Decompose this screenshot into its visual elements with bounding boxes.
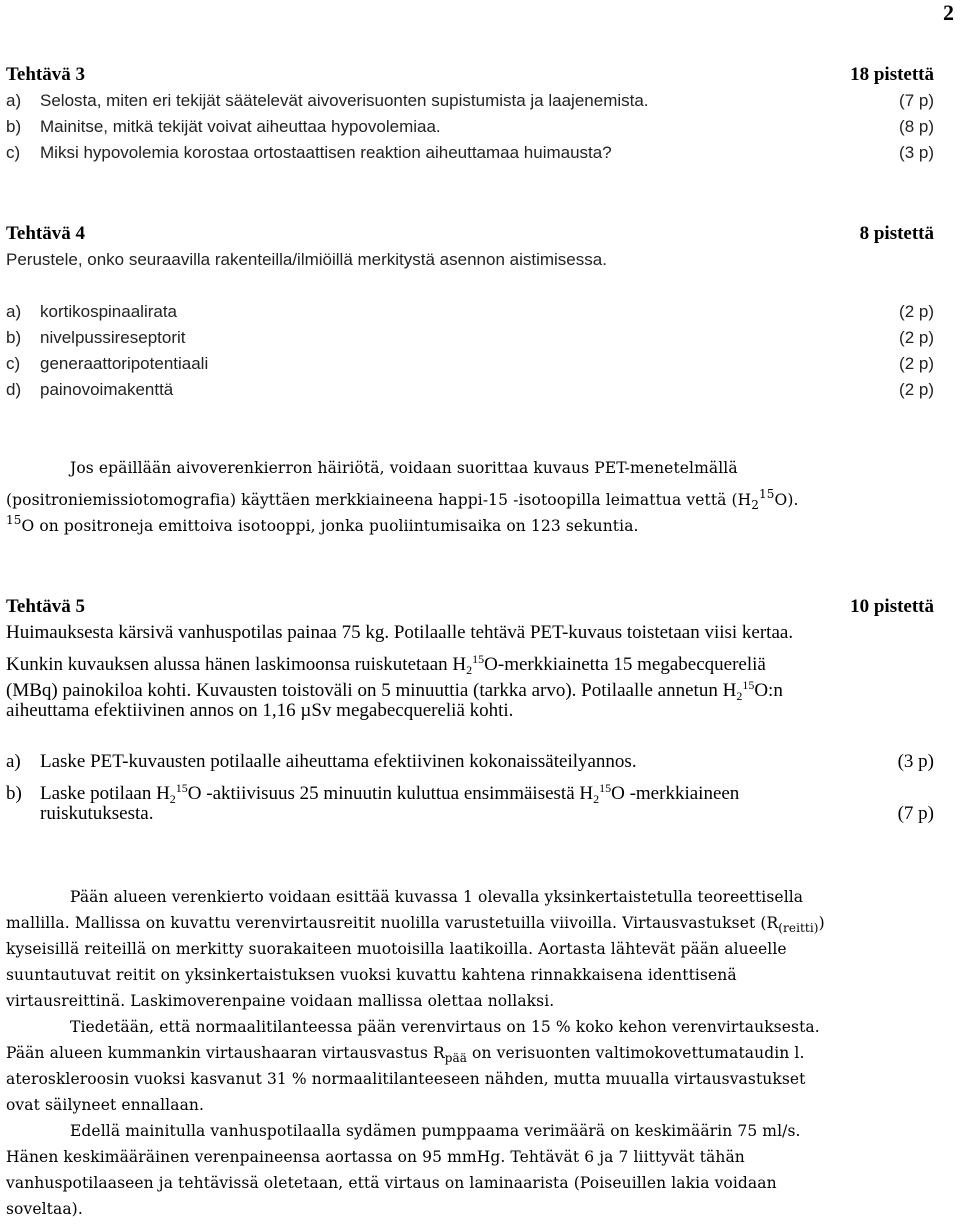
task5-title: Tehtävä 5 (6, 596, 86, 617)
task4-item-b (6, 325, 934, 351)
task3-item-c (6, 140, 934, 166)
item-text: Selosta, miten eri tekijät säätelevät aivoverisuonten supistumista ja laajenemista. (40, 91, 649, 110)
item-text: nivelpussireseptorit (40, 328, 186, 347)
model-line: Pään alueen verenkierto voidaan esittää kuvassa 1 olevalla yksinkertaistetulla teoreettisella (70, 888, 804, 906)
task3-points: 18 pistettä (850, 64, 934, 85)
item-points: (2 p) (899, 354, 934, 373)
task3-item-a (6, 88, 934, 114)
task4-item-c (6, 351, 934, 377)
task5-questions (6, 749, 934, 827)
model-line: virtausreittinä. Laskimoverenpaine voidaan mallissa olettaa nollaksi. (6, 992, 555, 1010)
page-number: 2 (943, 0, 954, 25)
pet-line-2: (positroniemissiotomografia) käyttäen merkkiaineena happi-15 -isotoopilla leimattua vettä $(H_2^{15}O)$. (6, 487, 799, 512)
task4-item-a (6, 299, 934, 325)
item-label: b) (6, 783, 22, 804)
task3-item-b (6, 114, 934, 140)
item-points: (7 p) (897, 803, 934, 824)
item-points: (8 p) (899, 117, 934, 136)
task5-question-a (6, 749, 934, 775)
task5-points: 10 pistettä (850, 596, 934, 617)
item-points: (7 p) (899, 91, 934, 110)
task5-section (6, 594, 934, 724)
item-text: Mainitse, mitkä tekijät voivat aiheuttaa hypovolemiaa. (40, 117, 441, 136)
model-line: Edellä mainitulla vanhuspotilaalla sydämen pumppaama verimäärä on keskimäärin 75 ml/s. (70, 1122, 801, 1140)
model-line: Pään alueen kummankin virtaushaaran virtausvastus $R_{pää}$ on verisuonten valtimokovettumataudin l. (6, 1044, 805, 1065)
model-line: Hänen keskimääräinen verenpaineensa aortassa on 95 mmHg. Tehtävät 6 ja 7 liittyvät tähän (6, 1148, 745, 1166)
model-paragraph-1 (6, 884, 934, 1014)
task5-question-b-cont: ruiskutuksesta. (7 p) (6, 801, 934, 827)
item-text: Miksi hypovolemia korostaa ortostaattisen reaktion aiheuttamaa huimausta? (40, 143, 612, 162)
task3-section (6, 62, 934, 166)
model-paragraph-2 (6, 1014, 934, 1118)
task4-section (6, 221, 934, 273)
item-label: c) (6, 354, 21, 373)
item-text: painovoimakenttä (40, 380, 174, 399)
task5-text-3: (MBq) painokiloa kohti. Kuvausten toistoväli on 5 minuuttia (tarkka arvo). Potilaalle annetun $H_2^{15}O:n$ (6, 678, 783, 703)
item-label: b) (6, 117, 22, 136)
task4-header (6, 221, 934, 247)
pet-line-3: $^{15}$O on positroneja emittoiva isotooppi, jonka puoliintumisaika on 123 sekuntia. (6, 513, 639, 535)
item-label: a) (6, 302, 22, 321)
item-points: (2 p) (899, 302, 934, 321)
task5-text-4: aiheuttama efektiivinen annos on 1,16 µSv megabecquereliä kohti. (6, 700, 514, 721)
model-line: mallilla. Mallissa on kuvattu verenvirtausreitit nuolilla varustetuilla viivoilla. Virtausvastukset $(R_{(reitti)})$ (6, 914, 825, 935)
model-line: soveltaa). (6, 1200, 83, 1218)
task4-title: Tehtävä 4 (6, 223, 86, 244)
model-line: suuntautuvat reitit on yksinkertaistuksen vuoksi kuvattu kahtena rinnakkaisena identtisenä (6, 966, 737, 984)
model-line: kyseisillä reiteillä on merkitty suorakaiteen muotoisilla laatikoilla. Aortasta lähtevät pään alueelle (6, 940, 787, 958)
item-points: (3 p) (899, 143, 934, 162)
task4-intro: Perustele, onko seuraavilla rakenteilla/ilmiöillä merkitystä asennon aistimisessa. (6, 250, 607, 269)
item-text: kortikospinaalirata (40, 302, 178, 321)
item-text: Laske PET-kuvausten potilaalle aiheuttama efektiivinen kokonaissäteilyannos. (40, 751, 637, 772)
pet-paragraph (6, 455, 934, 533)
model-line: ateroskleroosin vuoksi kasvanut 31 % normaalitilanteeseen nähden, mutta muualla virtausvastukset (6, 1070, 806, 1088)
task5-text-1: Huimauksesta kärsivä vanhuspotilas painaa 75 kg. Potilaalle tehtävä PET-kuvaus toistetaan viisi kertaa. (6, 622, 794, 643)
item-label: d) (6, 380, 22, 399)
task4-points: 8 pistettä (859, 223, 934, 244)
task3-title: Tehtävä 3 (6, 64, 86, 85)
model-line: Tiedetään, että normaalitilanteessa pään verenvirtaus on 15 % koko kehon verenvirtauksesta. (70, 1018, 820, 1036)
task5-header (6, 594, 934, 620)
model-paragraph-3 (6, 1118, 934, 1222)
task3-header (6, 62, 934, 88)
item-label: b) (6, 328, 22, 347)
item-points: (3 p) (897, 751, 934, 772)
task4-items (6, 299, 934, 403)
pet-line-1: Jos epäillään aivoverenkierron häiriötä, voidaan suorittaa kuvaus PET-menetelmällä (70, 459, 738, 477)
task4-item-d (6, 377, 934, 403)
item-text: generaattoripotentiaali (40, 354, 209, 373)
model-line: vanhuspotilaaseen ja tehtävissä oletetaan, että virtaus on laminaarista (Poiseuillen lakia voidaan (6, 1174, 777, 1192)
item-label: a) (6, 751, 21, 772)
item-label: c) (6, 143, 21, 162)
item-label: a) (6, 91, 22, 110)
task5-question-b: b) Laske potilaan $H_2^{15}O$ -aktiivisuus 25 minuutin kuluttua ensimmäisestä $H_2^{15}O$ -merkkiaineen (6, 781, 740, 806)
item-points: (2 p) (899, 328, 934, 347)
item-points: (2 p) (899, 380, 934, 399)
model-line: ovat säilyneet ennallaan. (6, 1096, 205, 1114)
task5-text-2: Kunkin kuvauksen alussa hänen laskimoonsa ruiskutetaan $H_2^{15}O$-merkkiainetta 15 megabecquereliä (6, 652, 766, 677)
